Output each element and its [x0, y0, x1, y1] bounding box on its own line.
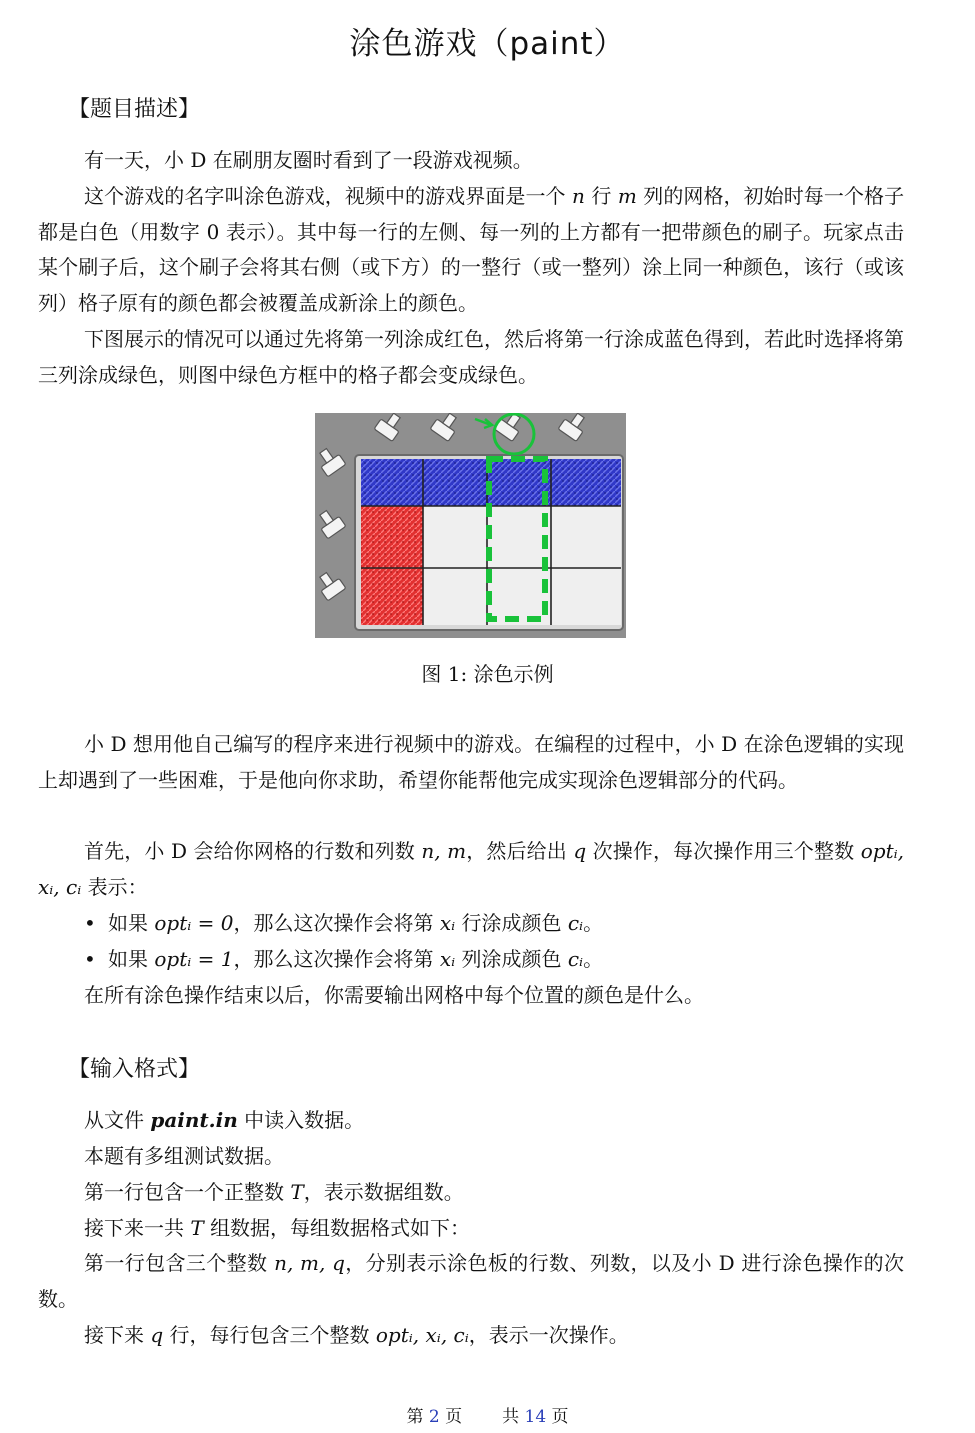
math-q: q — [150, 1323, 164, 1347]
math-n: n — [572, 184, 585, 208]
text-segment: 这个游戏的名字叫涂色游戏，视频中的游戏界面是一个 — [84, 184, 566, 208]
bold-emphasis: 列 — [461, 947, 482, 971]
math-c: cᵢ — [567, 947, 584, 971]
bold-emphasis: 行 — [461, 911, 482, 935]
text-segment: 。 — [583, 947, 604, 971]
paint-example-figure — [315, 413, 626, 638]
text-segment: 接下来一共 — [84, 1216, 184, 1240]
math-nm: n, m — [421, 839, 467, 863]
section-heading-input: 【输入格式】 — [68, 1057, 201, 1082]
page-footer — [0, 1402, 975, 1427]
section-heading-description: 【题目描述】 — [68, 97, 201, 122]
paragraph-figure-intro-text: 下图展示的情况可以通过先将第一列涂成红色，然后将第一行涂成蓝色得到，若此时选择将第三列涂成绿色，则图中绿色方框中的格子都会变成绿色。 — [38, 327, 904, 387]
input-line-T — [84, 1175, 464, 1209]
input-line-groups — [84, 1211, 470, 1245]
page-title: 涂色游戏（paint） — [349, 26, 626, 62]
paragraph-intro — [38, 143, 904, 179]
footer-text: 页 — [551, 1407, 569, 1427]
text-segment: 。 — [583, 911, 604, 935]
text-segment: 。 — [458, 290, 478, 315]
text-segment: 如果 — [108, 947, 148, 971]
text-segment: 第一行包含一个正整数 — [84, 1180, 284, 1204]
input-line-file — [84, 1103, 364, 1137]
text-segment: 中读入数据。 — [244, 1108, 365, 1132]
input-filename: paint.in — [150, 1108, 238, 1132]
text-segment: ，表示一次操作。 — [468, 1323, 629, 1347]
input-line-multi-test: 本题有多组测试数据。 — [84, 1144, 284, 1168]
text-segment: 从文件 — [84, 1108, 144, 1132]
math-x: xᵢ — [439, 947, 456, 971]
paragraph-intro-text: 有一天，小 D 在刷朋友圈时看到了一段游戏视频。 — [84, 148, 533, 172]
bold-emphasis: 该行（或该列）格子原有的颜色都会被覆盖成新涂上的颜色 — [38, 255, 905, 315]
list-item: • 如果 optᵢ = 1，那么这次操作会将第 xᵢ 列涂成颜色 cᵢ。 — [84, 947, 604, 971]
text-segment: 涂成颜色 — [481, 911, 562, 935]
text-segment: 次操作，每次操作用三个整数 — [592, 839, 855, 863]
math-condition: optᵢ = 1 — [154, 947, 234, 971]
text-segment: 表示： — [87, 874, 148, 899]
text-segment: ，表示数据组数。 — [303, 1180, 464, 1204]
text-segment: 首先，小 D 会给你网格的行数和列数 — [84, 839, 415, 863]
input-line-nmq — [38, 1246, 904, 1317]
math-m: m — [617, 184, 637, 208]
text-segment: 行 — [591, 184, 612, 208]
math-nmq: n, m, q — [274, 1251, 345, 1275]
text-segment: 如果 — [108, 911, 148, 935]
input-line-ops — [84, 1318, 629, 1352]
text-segment: ，然后给出 — [466, 839, 567, 863]
red-painted-column — [361, 506, 423, 625]
math-T: T — [190, 1216, 204, 1240]
math-c: cᵢ — [567, 911, 584, 935]
current-page-number: 2 — [428, 1407, 440, 1427]
text-segment: 涂成颜色 — [481, 947, 562, 971]
paragraph-operations — [38, 834, 904, 905]
text-segment: ，那么这次操作会将第 — [233, 911, 434, 935]
text-segment: ，分别表示涂色板的行数、列数，以及小 D 进行涂色操作的次数。 — [38, 1251, 905, 1311]
total-pages-number: 14 — [524, 1407, 547, 1427]
text-segment: 列的网格，初始时每一个格子都是白色（用数字 0 表示）。其中每一行的左侧、每一列的上方都有一把带颜色的刷子。玩家点击某个刷子后，这个刷子会将其右侧（或下方）的一整行（或一整列）涂上同一种颜色， — [38, 184, 905, 279]
paragraph-figure-intro — [38, 322, 904, 393]
paragraph-help-request-text: 小 D 想用他自己编写的程序来进行视频中的游戏。在编程的过程中，小 D 在涂色逻辑的实现上却遇到了一些困难，于是他向你求助，希望你能帮他完成实现涂色逻辑部分的代码。 — [38, 732, 904, 792]
footer-text: 第 — [406, 1407, 424, 1427]
math-T: T — [290, 1180, 304, 1204]
math-vars: optᵢ, xᵢ, cᵢ — [375, 1323, 469, 1347]
text-segment: 行，每行包含三个整数 — [169, 1323, 370, 1347]
list-item: • 如果 optᵢ = 0，那么这次操作会将第 xᵢ 行涂成颜色 cᵢ。 — [84, 911, 604, 935]
math-x: xᵢ — [439, 911, 456, 935]
paragraph-output-need: 在所有涂色操作结束以后，你需要输出网格中每个位置的颜色是什么。 — [84, 983, 704, 1007]
figure-caption: 图 1: 涂色示例 — [421, 662, 554, 686]
math-vars: optᵢ, xᵢ, cᵢ — [38, 839, 905, 899]
math-q: q — [573, 839, 587, 863]
text-segment: 组数据，每组数据格式如下： — [210, 1216, 471, 1240]
paragraph-game-rules — [38, 179, 904, 321]
text-segment: 第一行包含三个整数 — [84, 1251, 268, 1275]
text-segment: 接下来 — [84, 1323, 144, 1347]
paragraph-help-request — [38, 727, 904, 798]
footer-text: 页 — [445, 1407, 463, 1427]
math-condition: optᵢ = 0 — [154, 911, 234, 935]
text-segment: ，那么这次操作会将第 — [233, 947, 434, 971]
footer-text: 共 — [502, 1407, 520, 1427]
